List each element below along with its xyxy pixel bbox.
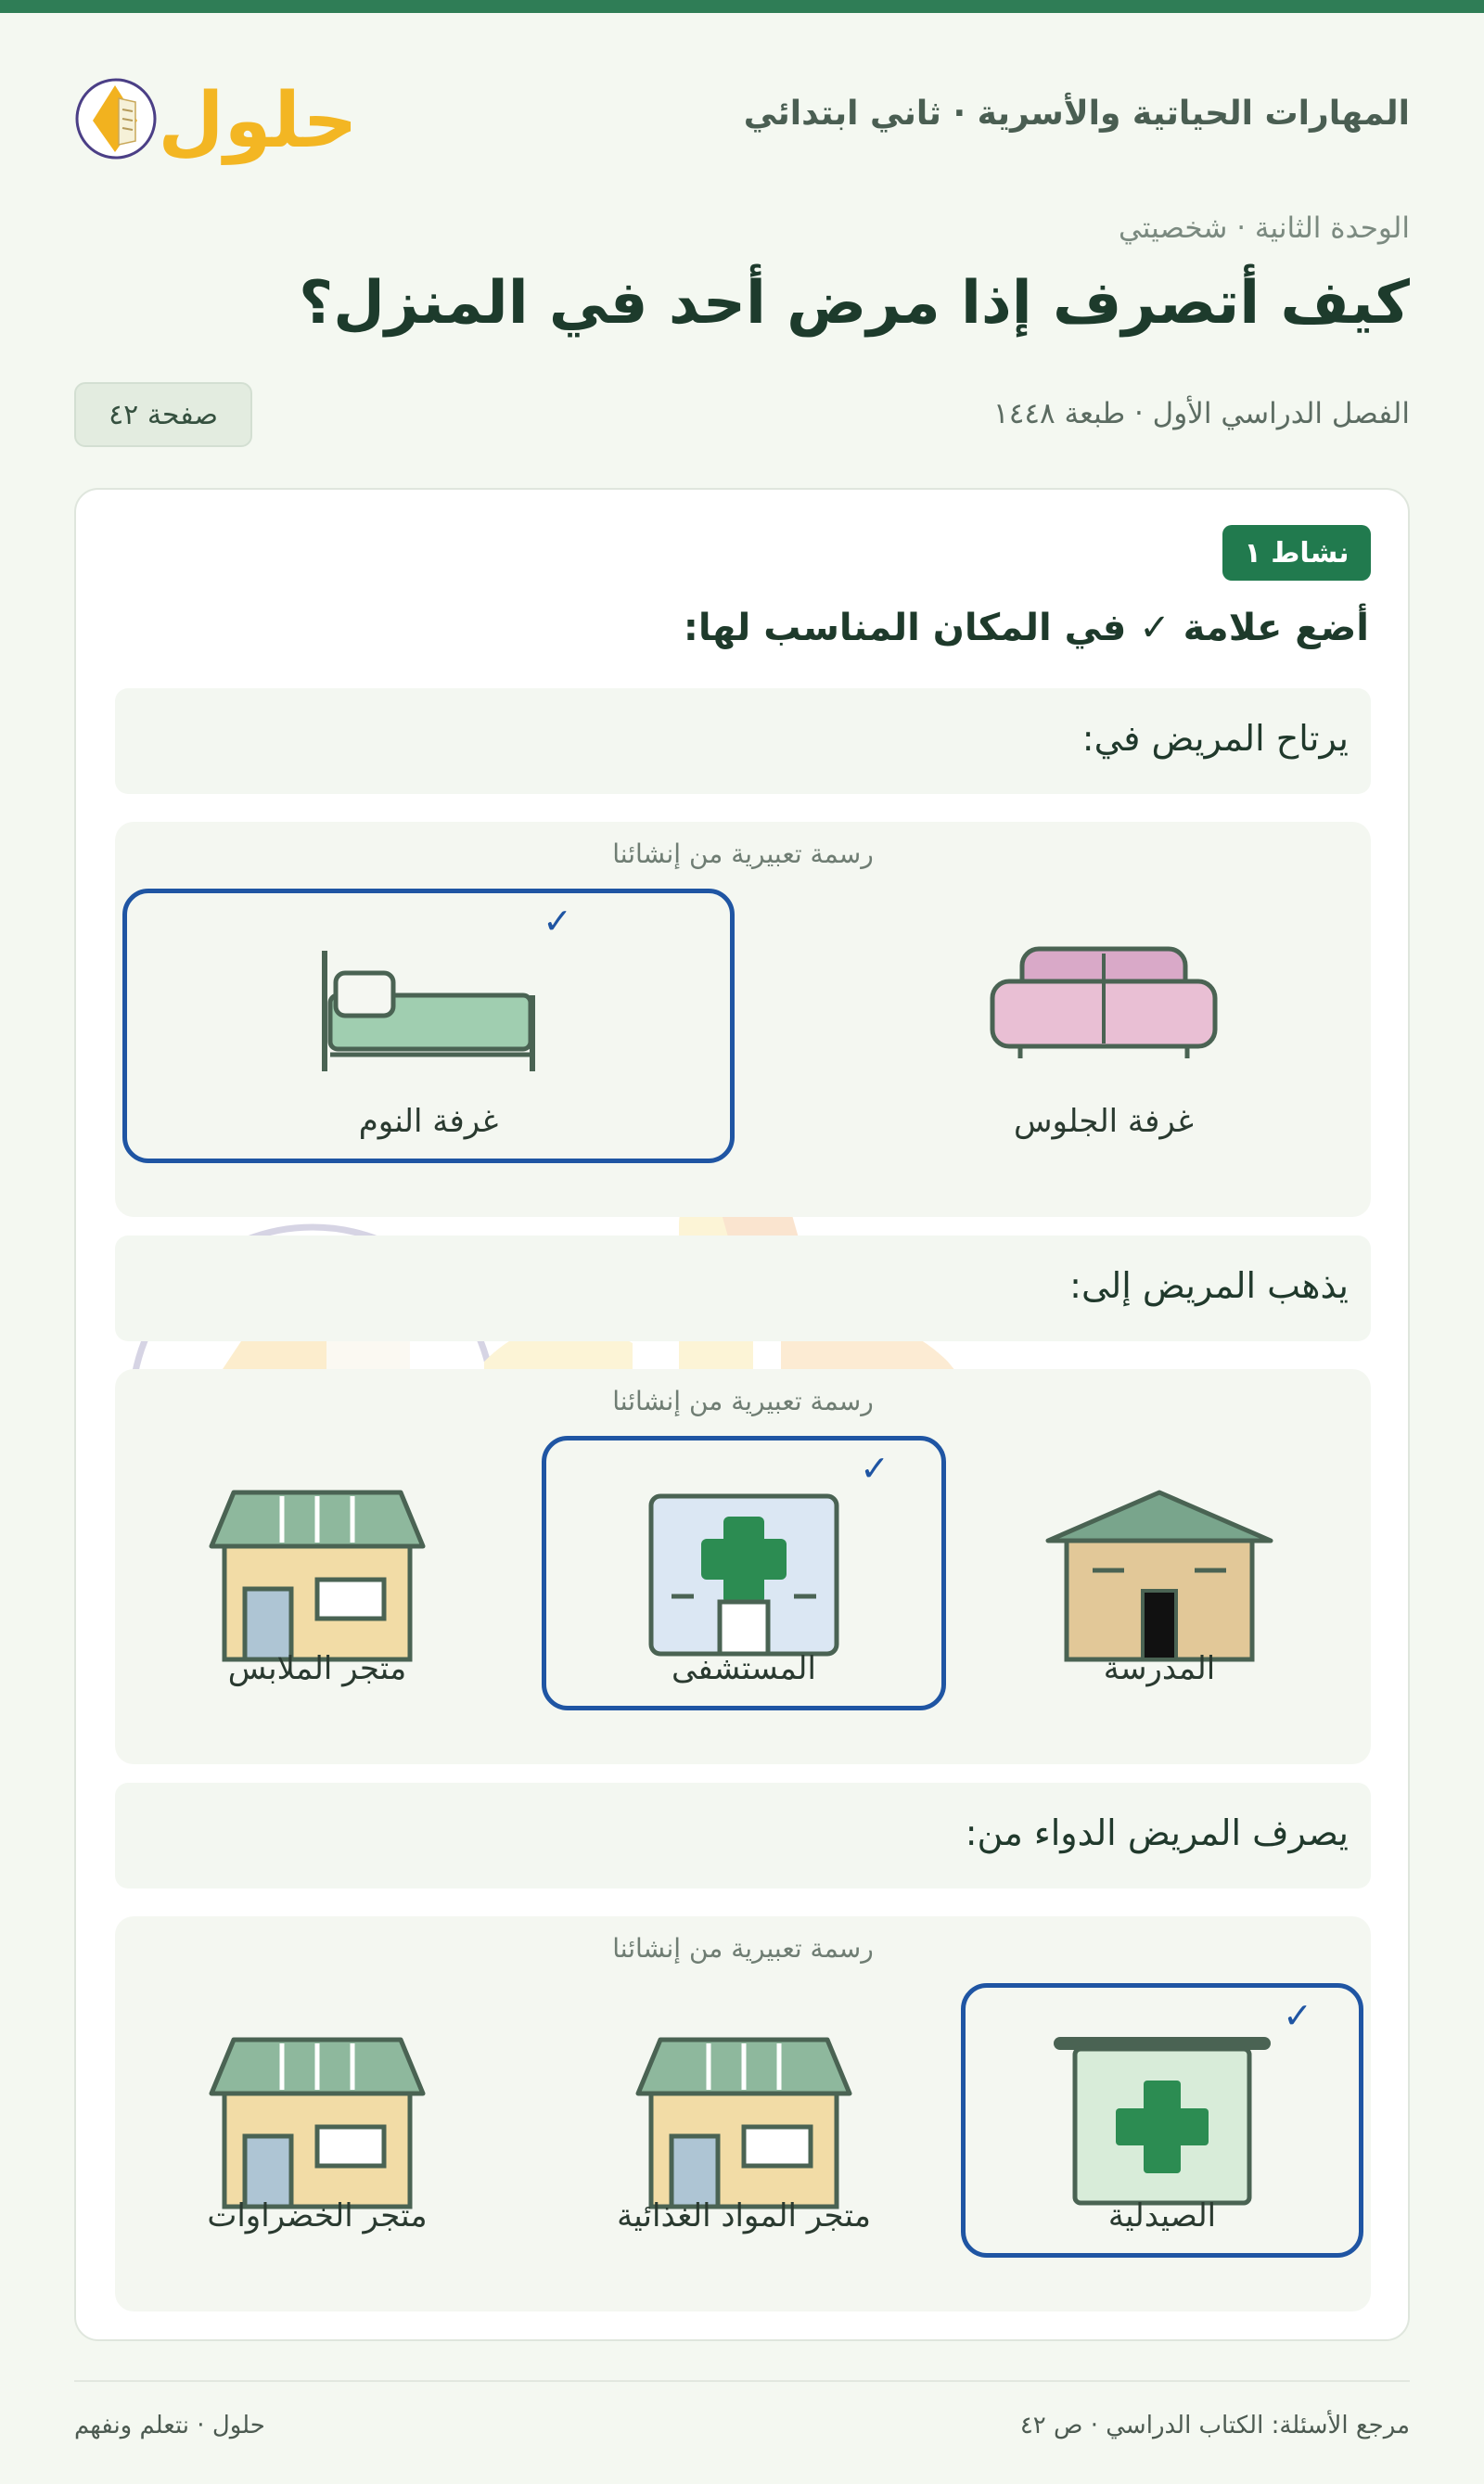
option-pharmacy[interactable] bbox=[961, 1983, 1363, 2258]
unit-label: الوحدة الثانية · شخصيتي bbox=[1118, 211, 1410, 245]
sofa-icon bbox=[983, 940, 1224, 1069]
option-label: متجر الخضراوات bbox=[207, 2197, 428, 2234]
illustration-caption: رسمة تعبيرية من إنشائنا bbox=[612, 839, 874, 869]
question-2-options bbox=[115, 1369, 1371, 1764]
option-label: متجر الملابس bbox=[227, 1650, 407, 1687]
pharmacy-icon bbox=[1042, 2034, 1283, 2210]
grocery-store-icon bbox=[623, 2034, 864, 2220]
bed-icon bbox=[308, 940, 549, 1079]
question-3-options bbox=[115, 1916, 1371, 2311]
option-label: الصيدلية bbox=[1107, 2197, 1217, 2234]
option-label: متجر المواد الغذائية bbox=[617, 2197, 871, 2234]
option-label: المستشفى bbox=[672, 1650, 816, 1687]
clothes-store-icon bbox=[197, 1487, 438, 1672]
check-mark-icon: ✓ bbox=[1283, 1995, 1312, 2036]
footer-brand: حلول · نتعلم ونفهم bbox=[74, 2412, 265, 2439]
question-2-prompt-bar bbox=[115, 1236, 1371, 1341]
option-school[interactable] bbox=[1002, 1436, 1317, 1710]
footer-reference: مرجع الأسئلة: الكتاب الدراسي · ص ٤٢ bbox=[1019, 2412, 1410, 2439]
activity-instruction: أضع علامة ✓ في المكان المناسب لها: bbox=[683, 607, 1369, 649]
page-header bbox=[74, 56, 1410, 176]
illustration-caption: رسمة تعبيرية من إنشائنا bbox=[612, 1386, 874, 1416]
question-prompt: يذهب المريض إلى: bbox=[1069, 1265, 1349, 1306]
option-vegetable-store[interactable] bbox=[160, 1983, 475, 2258]
top-accent-bar bbox=[0, 0, 1484, 13]
option-clothes-store[interactable] bbox=[160, 1436, 475, 1710]
brand-logo bbox=[74, 56, 352, 176]
hospital-icon bbox=[623, 1487, 864, 1663]
check-mark-icon: ✓ bbox=[543, 901, 572, 941]
option-label: غرفة الجلوس bbox=[1014, 1103, 1194, 1140]
footer-divider bbox=[74, 2380, 1410, 2382]
vegetable-store-icon bbox=[197, 2034, 438, 2220]
option-label: المدرسة bbox=[1103, 1650, 1216, 1687]
school-icon bbox=[1039, 1487, 1280, 1672]
option-bedroom[interactable] bbox=[122, 889, 735, 1163]
question-1-options bbox=[115, 822, 1371, 1217]
option-label: غرفة النوم bbox=[358, 1103, 499, 1140]
subject-title: المهارات الحياتية والأسرية · ثاني ابتدائي bbox=[743, 95, 1410, 133]
option-grocery-store[interactable] bbox=[579, 1983, 909, 2258]
page-number-badge: صفحة ٤٢ bbox=[74, 382, 252, 447]
question-prompt: يرتاح المريض في: bbox=[1081, 718, 1349, 759]
activity-badge: نشاط ١ bbox=[1222, 525, 1371, 581]
svg-text:حلول: حلول bbox=[158, 77, 352, 165]
question-3-prompt-bar bbox=[115, 1783, 1371, 1889]
page-title: كيف أتصرف إذا مرض أحد في المنزل؟ bbox=[299, 269, 1410, 338]
question-1-prompt-bar bbox=[115, 688, 1371, 794]
illustration-caption: رسمة تعبيرية من إنشائنا bbox=[612, 1933, 874, 1964]
check-mark-icon: ✓ bbox=[860, 1448, 889, 1489]
option-hospital[interactable] bbox=[542, 1436, 946, 1710]
question-prompt: يصرف المريض الدواء من: bbox=[965, 1812, 1349, 1853]
semester-label: الفصل الدراسي الأول · طبعة ١٤٤٨ bbox=[993, 397, 1410, 430]
activity-card bbox=[74, 488, 1410, 2341]
option-living-room[interactable] bbox=[909, 889, 1298, 1163]
